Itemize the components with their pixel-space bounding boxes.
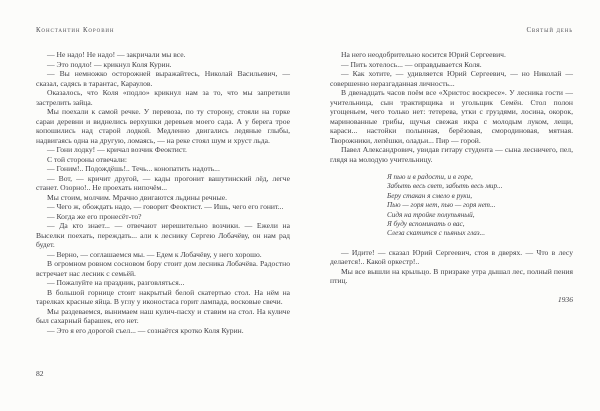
- paragraph: — Это я его дорогой съел... — сознаётся кротко Коля Курин.: [47, 325, 244, 335]
- paragraph: Мы раздеваемся, вынимаем наш кулич-пасху и ставим на стол. На куличе был сахарный барашек, его нет.: [36, 306, 290, 325]
- right-page: [300, 0, 600, 411]
- paragraph: Оказалось, что Коля «подло» крикнул нам за то, что мы запретили застрелить зайца.: [36, 88, 290, 107]
- paragraph: — Это подло! — крикнул Коля Курин.: [47, 59, 172, 69]
- poem-line: Сидя на тройке полупьяный,: [387, 210, 475, 219]
- poem-line: Забыть весь свет, забыть весь мир...: [387, 182, 503, 191]
- paragraph: — Когда же его пронесёт-то?: [47, 211, 142, 221]
- paragraph: — Чего ж, обождать надо, — говорит Феоктист. — Ишь, чего его гонит...: [47, 202, 284, 211]
- paragraph: — Как хотите, — удивляется Юрий Сергеевич, — но Николай — совершенно неразгаданная личность...: [330, 69, 573, 88]
- song-verse: [387, 173, 573, 239]
- paragraph: — Гони лодку! — кричал возчик Феоктист.: [47, 145, 187, 154]
- poem-line: Я пью и в радости, и в горе,: [387, 173, 473, 181]
- paragraph: Мы стоим, молчим. Мрачно двигаются льдины речные.: [47, 192, 227, 202]
- paragraph: — Вот, — кричит другой, — кады прогонит вашутинский лёд, легче станет. Озорно!.. Не проехать нипочём...: [36, 173, 290, 192]
- paragraph: В огромном ровном сосновом бору стоит дом лесника Лобачёва. Радостно встречает нас лесник с семьёй.: [36, 259, 290, 278]
- poem-line: Пью — горя нет, пью — горя нет...: [387, 201, 496, 210]
- paragraph: — Верно, — соглашаемся мы. — Едем к Лобачёву, у него хорошо.: [47, 249, 262, 259]
- prose-before-poem: [330, 50, 573, 164]
- paragraph: — Пожалуйте на праздник, разговляться...: [47, 278, 185, 287]
- poem-line: Беру стакан я смело в руки,: [387, 191, 473, 200]
- prose-after-poem: [330, 248, 573, 286]
- paragraph: — Вы немножко осторожней выражайтесь, Николай Васильевич, — сказал, садясь в тарантас, Караулов.: [36, 69, 290, 88]
- running-head-chapter-title: Святый день: [526, 27, 573, 34]
- paragraph: Мы все вышли на крыльцо. В призраке утра дышал лес, полный пения птиц.: [330, 266, 573, 286]
- poem-line: Слеза скатится с пьяных глаз...: [387, 229, 485, 238]
- page-number: 82: [36, 369, 44, 378]
- paragraph: — Не надо! Не надо! — закричали мы все.: [47, 50, 186, 59]
- paragraph: — Идите! — сказал Юрий Сергеевич, стоя в дверях. — Что в лесу делается!.. Какой оркестр!..: [330, 247, 573, 267]
- paragraph: С той стороны отвечали:: [47, 154, 127, 164]
- year-label: 1936: [557, 294, 573, 304]
- running-head-author: Константин Коровин: [36, 27, 115, 34]
- paragraph: На него неодобрительно косится Юрий Сергеевич.: [341, 50, 506, 59]
- paragraph: — Да кто знает... — отвечают нерешительно возчики. — Ежели на Выселки поехать, переждать... али к леснику Сергею Лобачёву, он нам рад будет.: [36, 221, 290, 249]
- paragraph: Павел Александрович, увидав гитару студента — сына лесничего, пел, глядя на молодую учительницу.: [330, 145, 573, 164]
- paragraph: Мы поехали к самой речке. У перевоза, по ту сторону, стояли на горке сараи деревни и виднелись верхушки деревьев моего сада. А у берега трое копошились над старой лодкой. Медленно двигались ледяные глыбы, надвигаясь одна на другую, ломаясь, — на реке стоял шум и хруст льда.: [36, 107, 290, 145]
- poem-line: Я буду вспоминать о вас,: [387, 220, 465, 229]
- right-page-text: [330, 50, 573, 304]
- paragraph: — Гоним!.. Подождёшь!.. Течь... конопатить надоть...: [47, 164, 220, 173]
- paragraph: В двенадцать часов поём все «Христос воскресе». У лесника гости — учительница, сын трактирщика и угольщик Семён. Стол полон угощеньем, чего только нет: тетерева, утки с груздями, лосина, окорок, маринованные грибы, щучья свежая икра с молодым луком, лещи, караси... настойки полынная, берёзовая, смородиновая, мятная. Творожники, лепёшки, оладьи... Пир — горой.: [330, 88, 573, 145]
- paragraph: В большой горнице стоит накрытый белой скатертью стол. На нём на тарелках красные яйца. В углу у иконостаса горит лампада, восковые свечи.: [36, 287, 290, 306]
- paragraph: — Пить хотелось... — оправдывается Коля.: [341, 59, 482, 69]
- left-page-text: [36, 50, 290, 335]
